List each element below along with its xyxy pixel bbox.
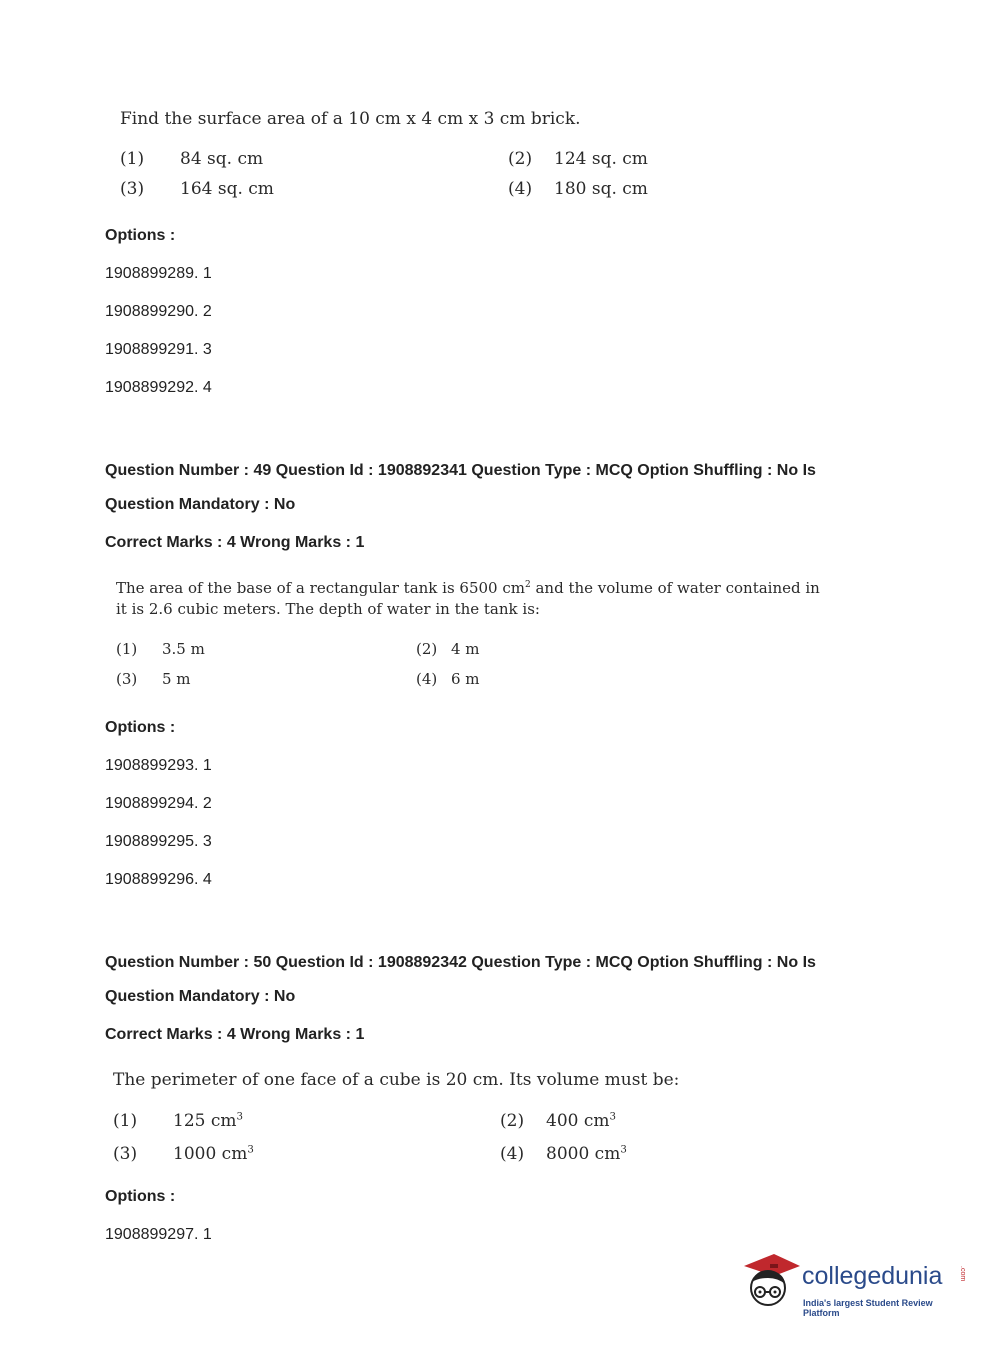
q48-option-id-3: 1908899291. 3: [105, 341, 212, 358]
q49-option-id-1: 1908899293. 1: [105, 757, 212, 774]
q50-choice-2-text: 400 cm: [546, 1111, 610, 1131]
q48-choice-1-num: (1): [120, 149, 145, 169]
q49-choice-2-num: (2): [416, 640, 438, 658]
q49-choice-3-text: 5 m: [162, 670, 191, 688]
logo-tagline: India's largest Student Review Platform: [803, 1298, 933, 1318]
q48-option-id-1: 1908899289. 1: [105, 265, 212, 282]
q48-choice-1-text: 84 sq. cm: [180, 149, 264, 169]
q50-choice-4-text: 8000 cm: [546, 1144, 621, 1164]
q49-choice-4-text: 6 m: [451, 670, 480, 688]
q49-stem-line-2: it is 2.6 cubic meters. The depth of water in the tank is:: [116, 600, 540, 618]
q49-option-id-4: 1908899296. 4: [105, 871, 212, 888]
q49-stem-superscript: 2: [524, 580, 531, 590]
q50-option-id-1: 1908899297. 1: [105, 1226, 212, 1243]
q49-stem-line-1-part-a: The area of the base of a rectangular tank is 6500 cm: [116, 579, 525, 597]
q49-stem-line-1: [116, 579, 820, 597]
q48-choice-2-num: (2): [508, 149, 533, 169]
q49-marks: Correct Marks : 4 Wrong Marks : 1: [105, 534, 365, 551]
q48-choice-4-num: (4): [508, 179, 533, 199]
q50-options-label: Options :: [105, 1188, 176, 1205]
q50-meta-line-1: Question Number : 50 Question Id : 1908892342 Question Type : MCQ Option Shuffling : No Is: [105, 954, 816, 971]
q50-choice-1-sup: 3: [236, 1111, 243, 1123]
q49-meta-line-2: Question Mandatory : No: [105, 496, 296, 513]
mascot-icon: [740, 1250, 802, 1312]
collegedunia-logo: [740, 1250, 970, 1320]
q50-choice-4-sup: 3: [620, 1144, 627, 1156]
q50-stem: The perimeter of one face of a cube is 20 cm. Its volume must be:: [113, 1070, 680, 1090]
q50-marks: Correct Marks : 4 Wrong Marks : 1: [105, 1026, 365, 1043]
q50-choice-2-sup: 3: [609, 1111, 616, 1123]
q49-meta-line-1: Question Number : 49 Question Id : 1908892341 Question Type : MCQ Option Shuffling : No Is: [105, 462, 816, 479]
logo-suffix: .com: [959, 1266, 966, 1282]
q50-choice-3-text: 1000 cm: [173, 1144, 248, 1164]
q50-choice-3-sup: 3: [247, 1144, 254, 1156]
q49-option-id-2: 1908899294. 2: [105, 795, 212, 812]
q49-option-id-3: 1908899295. 3: [105, 833, 212, 850]
q50-choice-4-num: (4): [500, 1144, 525, 1164]
q50-choice-2-num: (2): [500, 1111, 525, 1131]
q48-choice-2-text: 124 sq. cm: [554, 149, 648, 169]
q50-choice-1-text: 125 cm: [173, 1111, 237, 1131]
q48-option-id-4: 1908899292. 4: [105, 379, 212, 396]
q48-stem: Find the surface area of a 10 cm x 4 cm x 3 cm brick.: [120, 109, 581, 129]
q48-choice-3-num: (3): [120, 179, 145, 199]
q49-choice-3-num: (3): [116, 670, 138, 688]
q49-options-label: Options :: [105, 719, 176, 736]
q49-choice-1-num: (1): [116, 640, 138, 658]
q50-choice-3: [173, 1144, 254, 1164]
q48-options-label: Options :: [105, 227, 176, 244]
q48-choice-3-text: 164 sq. cm: [180, 179, 274, 199]
q50-choice-1-num: (1): [113, 1111, 138, 1131]
q48-option-id-2: 1908899290. 2: [105, 303, 212, 320]
q49-choice-1-text: 3.5 m: [162, 640, 205, 658]
q48-choice-4-text: 180 sq. cm: [554, 179, 648, 199]
q49-stem-line-1-part-b: and the volume of water contained in: [530, 579, 820, 597]
q50-choice-3-num: (3): [113, 1144, 138, 1164]
q49-choice-2-text: 4 m: [451, 640, 480, 658]
q50-choice-1: [173, 1111, 243, 1131]
q50-meta-line-2: Question Mandatory : No: [105, 988, 296, 1005]
q50-choice-2: [546, 1111, 616, 1131]
q49-choice-4-num: (4): [416, 670, 438, 688]
logo-wordmark: collegedunia: [802, 1262, 943, 1290]
q50-choice-4: [546, 1144, 627, 1164]
